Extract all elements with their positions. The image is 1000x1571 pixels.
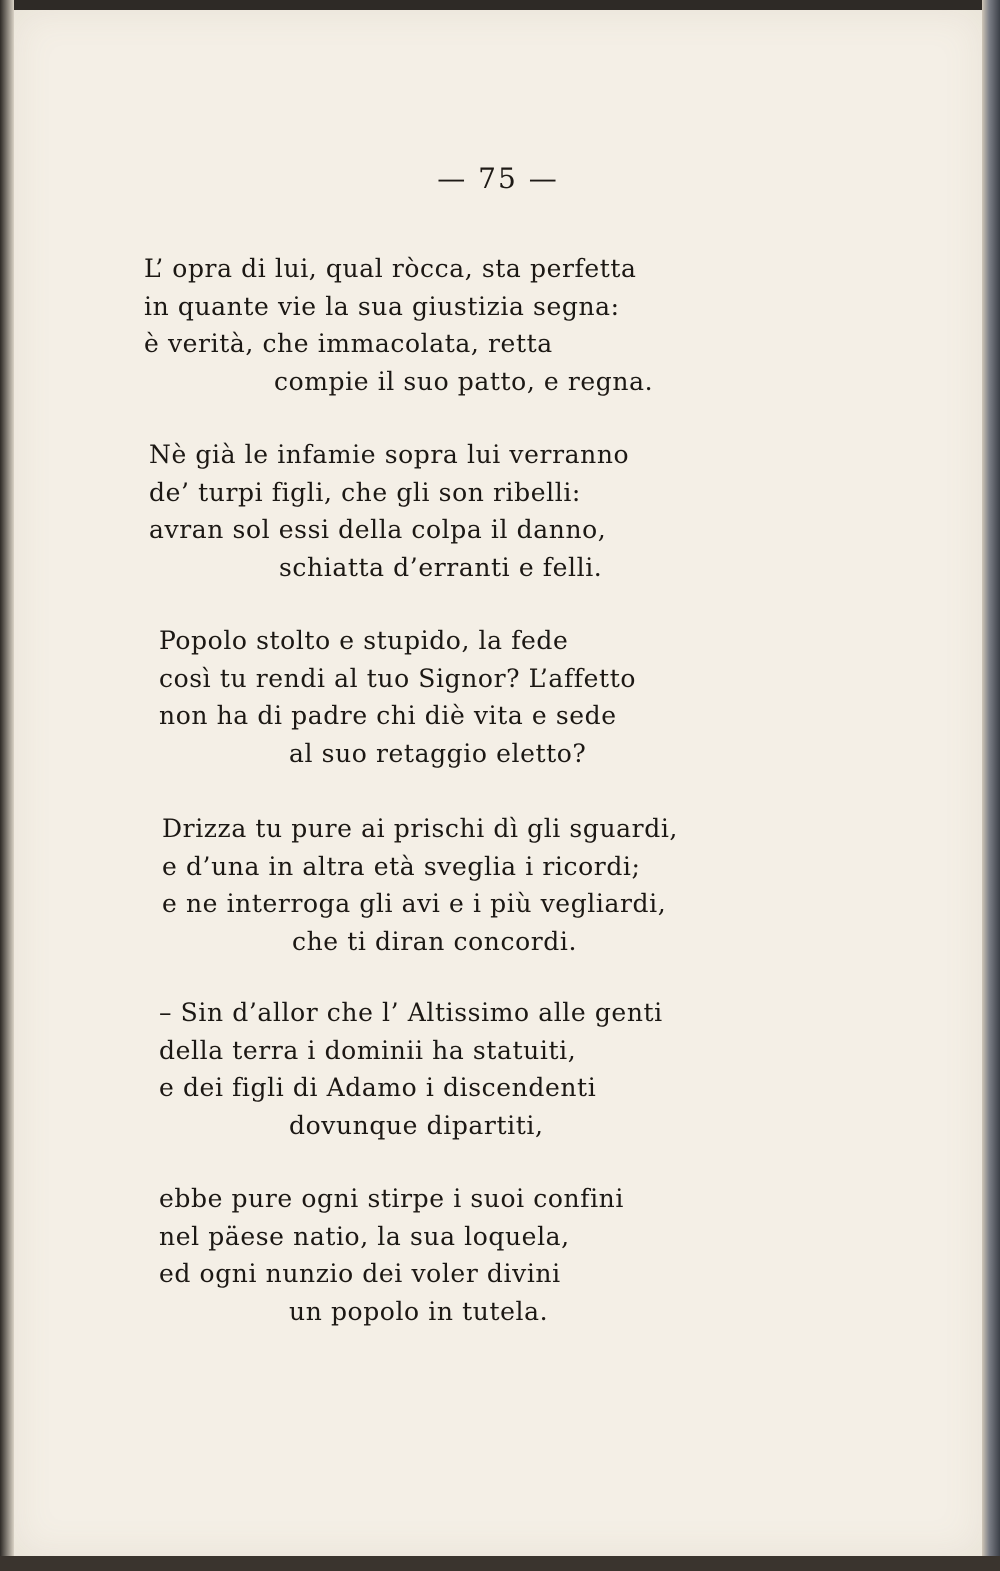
verse-line: ed ogni nunzio dei voler divini (159, 1259, 561, 1288)
verse-line: L’ opra di lui, qual ròcca, sta perfetta (144, 254, 637, 283)
book-page (14, 10, 982, 1556)
stanza-2 (149, 436, 709, 586)
verse-line: un popolo in tutela. (289, 1296, 549, 1326)
verse-line: de’ turpi figli, che gli son ribelli: (149, 477, 581, 507)
stanza-3 (159, 622, 719, 772)
stanza-6 (159, 1180, 719, 1330)
verse-line: e ne interroga gli avi e i più vegliardi, (162, 889, 667, 918)
verse-line: che ti diran concordi. (292, 926, 578, 956)
verse-line: e dei figli di Adamo i discendenti (159, 1073, 597, 1102)
verse-line: non ha di padre chi diè vita e sede (159, 701, 617, 730)
page-number: — 75 — (437, 162, 559, 195)
verse-line: così tu rendi al tuo Signor? L’affetto (159, 663, 636, 693)
verse-line: Drizza tu pure ai prischi dì gli sguardi, (162, 814, 678, 843)
book-bottom-edge (0, 1556, 1000, 1571)
book-left-edge (0, 0, 14, 1571)
verse-line: compie il suo patto, e regna. (274, 366, 654, 396)
verse-line: dovunque dipartiti, (289, 1110, 544, 1140)
verse-line: ebbe pure ogni stirpe i suoi confini (159, 1184, 624, 1213)
verse-line: della terra i dominii ha statuiti, (159, 1035, 577, 1065)
stanza-1 (144, 250, 704, 400)
verse-line: schiatta d’erranti e felli. (279, 552, 603, 582)
stanza-4 (162, 810, 722, 960)
verse-line: avran sol essi della colpa il danno, (149, 515, 607, 544)
verse-line: Nè già le infamie sopra lui verranno (149, 440, 630, 469)
stanza-5 (159, 994, 719, 1144)
book-top-edge (0, 0, 1000, 10)
verse-line: è verità, che immacolata, retta (144, 329, 553, 358)
verse-line: al suo retaggio eletto? (289, 738, 587, 768)
book-fore-edge (982, 0, 1000, 1571)
verse-line: Popolo stolto e stupido, la fede (159, 626, 569, 655)
verse-line: nel päese natio, la sua loquela, (159, 1221, 570, 1251)
verse-line: – Sin d’allor che l’ Altissimo alle genti (159, 998, 663, 1027)
verse-line: in quante vie la sua giustizia segna: (144, 291, 620, 321)
verse-line: e d’una in altra età sveglia i ricordi; (162, 851, 641, 881)
